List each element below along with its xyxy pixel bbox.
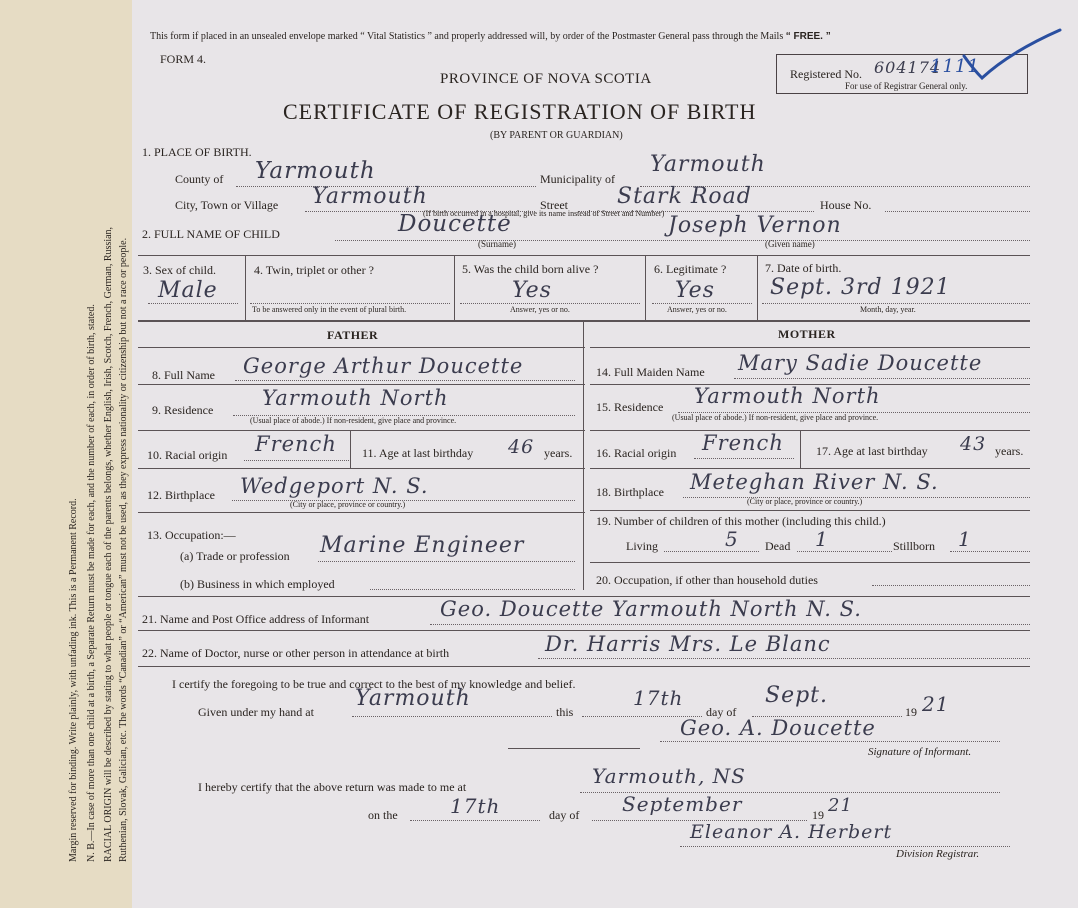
father-name-value: George Arthur Doucette [243, 354, 524, 378]
father-age-label: 11. Age at last birthday [362, 446, 474, 460]
mother-residence-value: Yarmouth North [694, 384, 881, 408]
father-residence-value: Yarmouth North [262, 386, 449, 410]
child-name-label: 2. FULL NAME OF CHILD [142, 227, 280, 241]
county-label: County of [175, 172, 224, 186]
place-of-birth-heading: 1. PLACE OF BIRTH. [142, 145, 252, 159]
living-value: 5 [725, 527, 739, 551]
mother-name-label: 14. Full Maiden Name [596, 365, 705, 379]
province-heading: PROVINCE OF NOVA SCOTIA [440, 71, 652, 87]
registrar-text: I hereby certify that the above return was made to me at [198, 780, 467, 794]
street-value: Stark Road [617, 184, 752, 209]
registrar-dayof-label: day of [549, 808, 580, 822]
father-trade-label: (a) Trade or profession [180, 549, 290, 563]
mailing-notice-text: This form if placed in an unsealed envelope marked “ Vital Statistics ” and properly addressed will, by order of the Postmaster General pass through the Mails [150, 31, 784, 42]
mother-heading: MOTHER [778, 327, 836, 341]
city-label: City, Town or Village [175, 198, 279, 212]
mother-racial-value: French [702, 431, 784, 455]
twin-label: 4. Twin, triplet or other ? [254, 263, 374, 277]
registrar-caption: Division Registrar. [896, 848, 980, 860]
mother-birthplace-note: (City or place, province or country.) [747, 497, 863, 506]
sex-label: 3. Sex of child. [143, 263, 216, 277]
registrar-year-prefix: 19 [812, 808, 824, 822]
father-occupation-label: 13. Occupation:— [147, 528, 236, 542]
mailing-notice [150, 31, 831, 42]
father-birthplace-note: (City or place, province or country.) [290, 500, 406, 509]
stillborn-value: 1 [958, 527, 972, 551]
doctor-value: Dr. Harris Mrs. Le Blanc [545, 632, 831, 656]
father-heading: FATHER [327, 328, 379, 342]
margin-note-binding: Margin reserved for binding. Write plainly, with unfading ink. This is a Permanent Record. [68, 498, 79, 862]
sex-value: Male [158, 278, 218, 303]
municipality-value: Yarmouth [650, 152, 766, 177]
checkmark-icon [960, 26, 1064, 82]
legitimate-value: Yes [675, 278, 715, 303]
father-name-label: 8. Full Name [152, 368, 215, 382]
certificate-title: CERTIFICATE OF REGISTRATION OF BIRTH [283, 99, 757, 124]
mother-age-value: 43 [960, 433, 987, 455]
hospital-note: (If birth occurred in a hospital, give its name instead of Street and Number) [423, 209, 665, 218]
birth-date-label: 7. Date of birth. [765, 261, 842, 275]
father-birthplace-label: 12. Birthplace [147, 488, 215, 502]
registrar-signature: Eleanor A. Herbert [690, 821, 893, 843]
informant-value: Geo. Doucette Yarmouth North N. S. [440, 597, 862, 621]
certify-year-prefix: 19 [905, 705, 917, 719]
registrar-month-value: September [622, 792, 743, 816]
form-number: FORM 4. [160, 52, 207, 66]
stillborn-label: Stillborn [893, 539, 936, 553]
margin-note-nationality: Ruthenian, Slovak, Galician, etc. The words “Canadian” or “American” must not be used, as they express nationality or citizenship but not a race or people. [118, 237, 129, 862]
dead-value: 1 [815, 527, 829, 551]
father-trade-value: Marine Engineer [320, 533, 525, 558]
mother-residence-label: 15. Residence [596, 400, 664, 414]
alive-value: Yes [512, 278, 552, 303]
alive-note: Answer, yes or no. [510, 305, 570, 314]
father-birthplace-value: Wedgeport N. S. [240, 474, 429, 498]
legitimate-note: Answer, yes or no. [667, 305, 727, 314]
registrar-year-value: 21 [828, 795, 853, 816]
mother-residence-note: (Usual place of abode.) If non-resident, give place and province. [672, 413, 879, 422]
margin-note-multiple-births: N. B.—In case of more than one child at a birth, a Separate Return must be made for each, and the number of each, in order of birth, stated. [86, 304, 97, 862]
certify-this-label: this [556, 705, 574, 719]
mother-racial-label: 16. Racial origin [596, 446, 677, 460]
legitimate-label: 6. Legitimate ? [654, 262, 727, 276]
doctor-label: 22. Name of Doctor, nurse or other person in attendance at birth [142, 646, 450, 660]
free-label: “ FREE. ” [785, 31, 831, 42]
registered-number: 604174 [874, 58, 942, 77]
certify-dayof-label: day of [706, 705, 737, 719]
alive-label: 5. Was the child born alive ? [462, 262, 599, 276]
mother-years-label: years. [995, 444, 1024, 458]
children-count-label: 19. Number of children of this mother (including this child.) [596, 514, 886, 528]
margin-note-racial-origin: RACIAL ORIGIN will be described by stating to what people or tongue each of the parents belongs, whether English, Irish, Scotch, French, German, Russian, [103, 226, 114, 862]
child-given-name: Joseph Vernon [668, 213, 842, 238]
informant-label: 21. Name and Post Office address of Informant [142, 612, 370, 626]
certify-month-value: Sept. [765, 683, 829, 708]
father-residence-note: (Usual place of abode.) If non-resident, give place and province. [250, 416, 457, 425]
registrar-on-label: on the [368, 808, 398, 822]
certify-text: I certify the foregoing to be true and correct to the best of my knowledge and belief. [172, 677, 576, 691]
mother-occupation-label: 20. Occupation, if other than household duties [596, 573, 818, 587]
county-value: Yarmouth [255, 158, 376, 184]
father-racial-label: 10. Racial origin [147, 448, 228, 462]
mother-birthplace-label: 18. Birthplace [596, 485, 664, 499]
house-label: House No. [820, 198, 872, 212]
certify-place-value: Yarmouth [355, 686, 471, 711]
registered-label: Registered No. [790, 67, 862, 81]
registrar-place-value: Yarmouth, NS [592, 764, 746, 788]
registrar-use-note: For use of Registrar General only. [845, 81, 968, 91]
registered-number-overwrite: 1111 [930, 56, 980, 77]
child-surname: Doucette [398, 211, 512, 237]
twin-note: To be answered only in the event of plural birth. [252, 305, 407, 314]
certify-year-value: 21 [922, 692, 950, 716]
surname-caption: (Surname) [478, 239, 516, 249]
informant-signature: Geo. A. Doucette [680, 716, 876, 740]
father-residence-label: 9. Residence [152, 403, 214, 417]
municipality-label: Municipality of [540, 172, 615, 186]
given-name-caption: (Given name) [765, 239, 815, 249]
father-business-label: (b) Business in which employed [180, 577, 335, 591]
mother-birthplace-value: Meteghan River N. S. [690, 470, 939, 494]
mother-age-label: 17. Age at last birthday [816, 444, 928, 458]
father-racial-value: French [255, 432, 337, 456]
certificate-subtitle: (BY PARENT OR GUARDIAN) [490, 130, 623, 141]
father-years-label: years. [544, 446, 573, 460]
informant-signature-caption: Signature of Informant. [868, 746, 972, 758]
birth-date-value: Sept. 3rd 1921 [770, 275, 951, 300]
registrar-day-value: 17th [450, 794, 501, 818]
street-label: Street [540, 198, 568, 212]
dead-label: Dead [765, 539, 791, 553]
mother-name-value: Mary Sadie Doucette [738, 351, 983, 375]
living-label: Living [626, 539, 658, 553]
father-age-value: 46 [508, 436, 535, 458]
birth-date-note: Month, day, year. [860, 305, 916, 314]
given-under-label: Given under my hand at [198, 705, 314, 719]
city-value: Yarmouth [312, 184, 428, 209]
certify-day-value: 17th [633, 686, 684, 710]
